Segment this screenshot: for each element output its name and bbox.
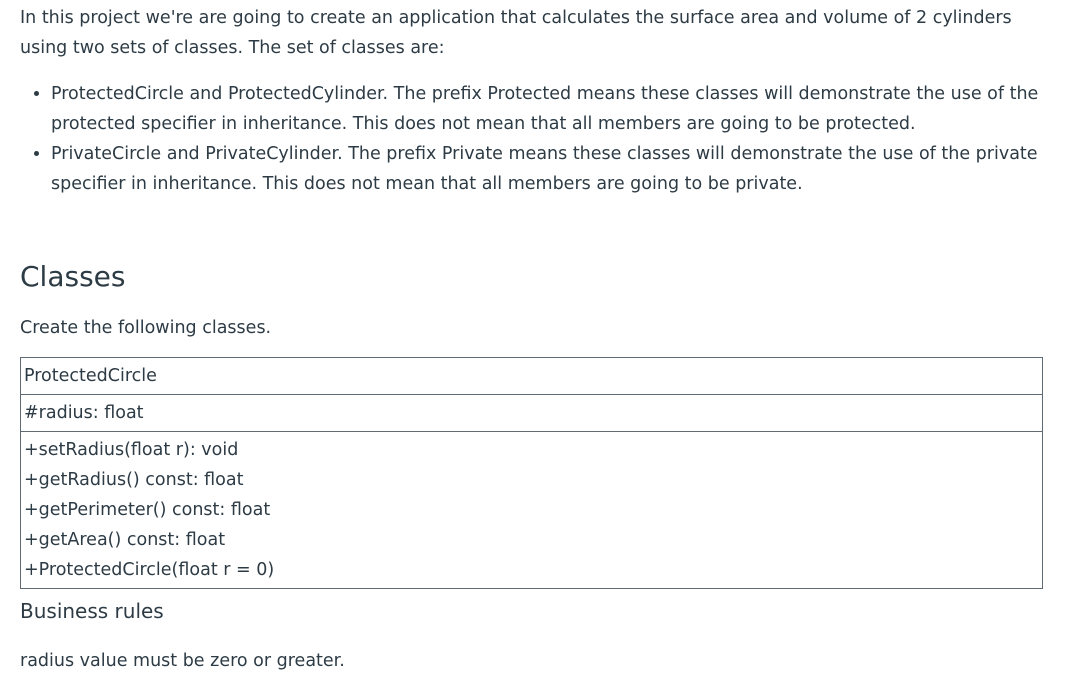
uml-class-table <box>20 357 1043 589</box>
uml-method: +getArea() const: float <box>24 530 226 550</box>
classes-lead: Create the following classes. <box>20 318 272 338</box>
uml-class-name: ProtectedCircle <box>21 358 1043 395</box>
assignment-content <box>20 0 1050 676</box>
uml-method: +getRadius() const: float <box>24 470 244 490</box>
list-item: • PrivateCircle and PrivateCylinder. The prefix Private means these classes will demonstrate the use of the private specifier in inheritance. This does not mean that all members are going to be private. <box>51 139 1050 199</box>
uml-method: +ProtectedCircle(float r = 0) <box>24 560 275 580</box>
business-rules-text: radius value must be zero or greater. <box>20 651 345 671</box>
table-row <box>21 432 1043 589</box>
intro-paragraph: In this project we're are going to create an application that calculates the surface area and volume of 2 cylinders using two sets of classes. The set of classes are: <box>20 8 1012 58</box>
class-set-list <box>20 79 1050 199</box>
uml-method: +getPerimeter() const: float <box>24 500 271 520</box>
classes-heading: Classes <box>20 260 126 293</box>
table-row <box>21 358 1043 395</box>
uml-methods-cell <box>21 432 1043 589</box>
uml-method: +setRadius(float r): void <box>24 440 239 460</box>
business-rules-heading: Business rules <box>20 599 164 623</box>
uml-attribute: #radius: float <box>21 395 1043 432</box>
table-row <box>21 395 1043 432</box>
list-item: • ProtectedCircle and ProtectedCylinder. The prefix Protected means these classes will demonstrate the use of the protected specifier in inheritance. This does not mean that all members are going to be protected. <box>51 79 1050 139</box>
